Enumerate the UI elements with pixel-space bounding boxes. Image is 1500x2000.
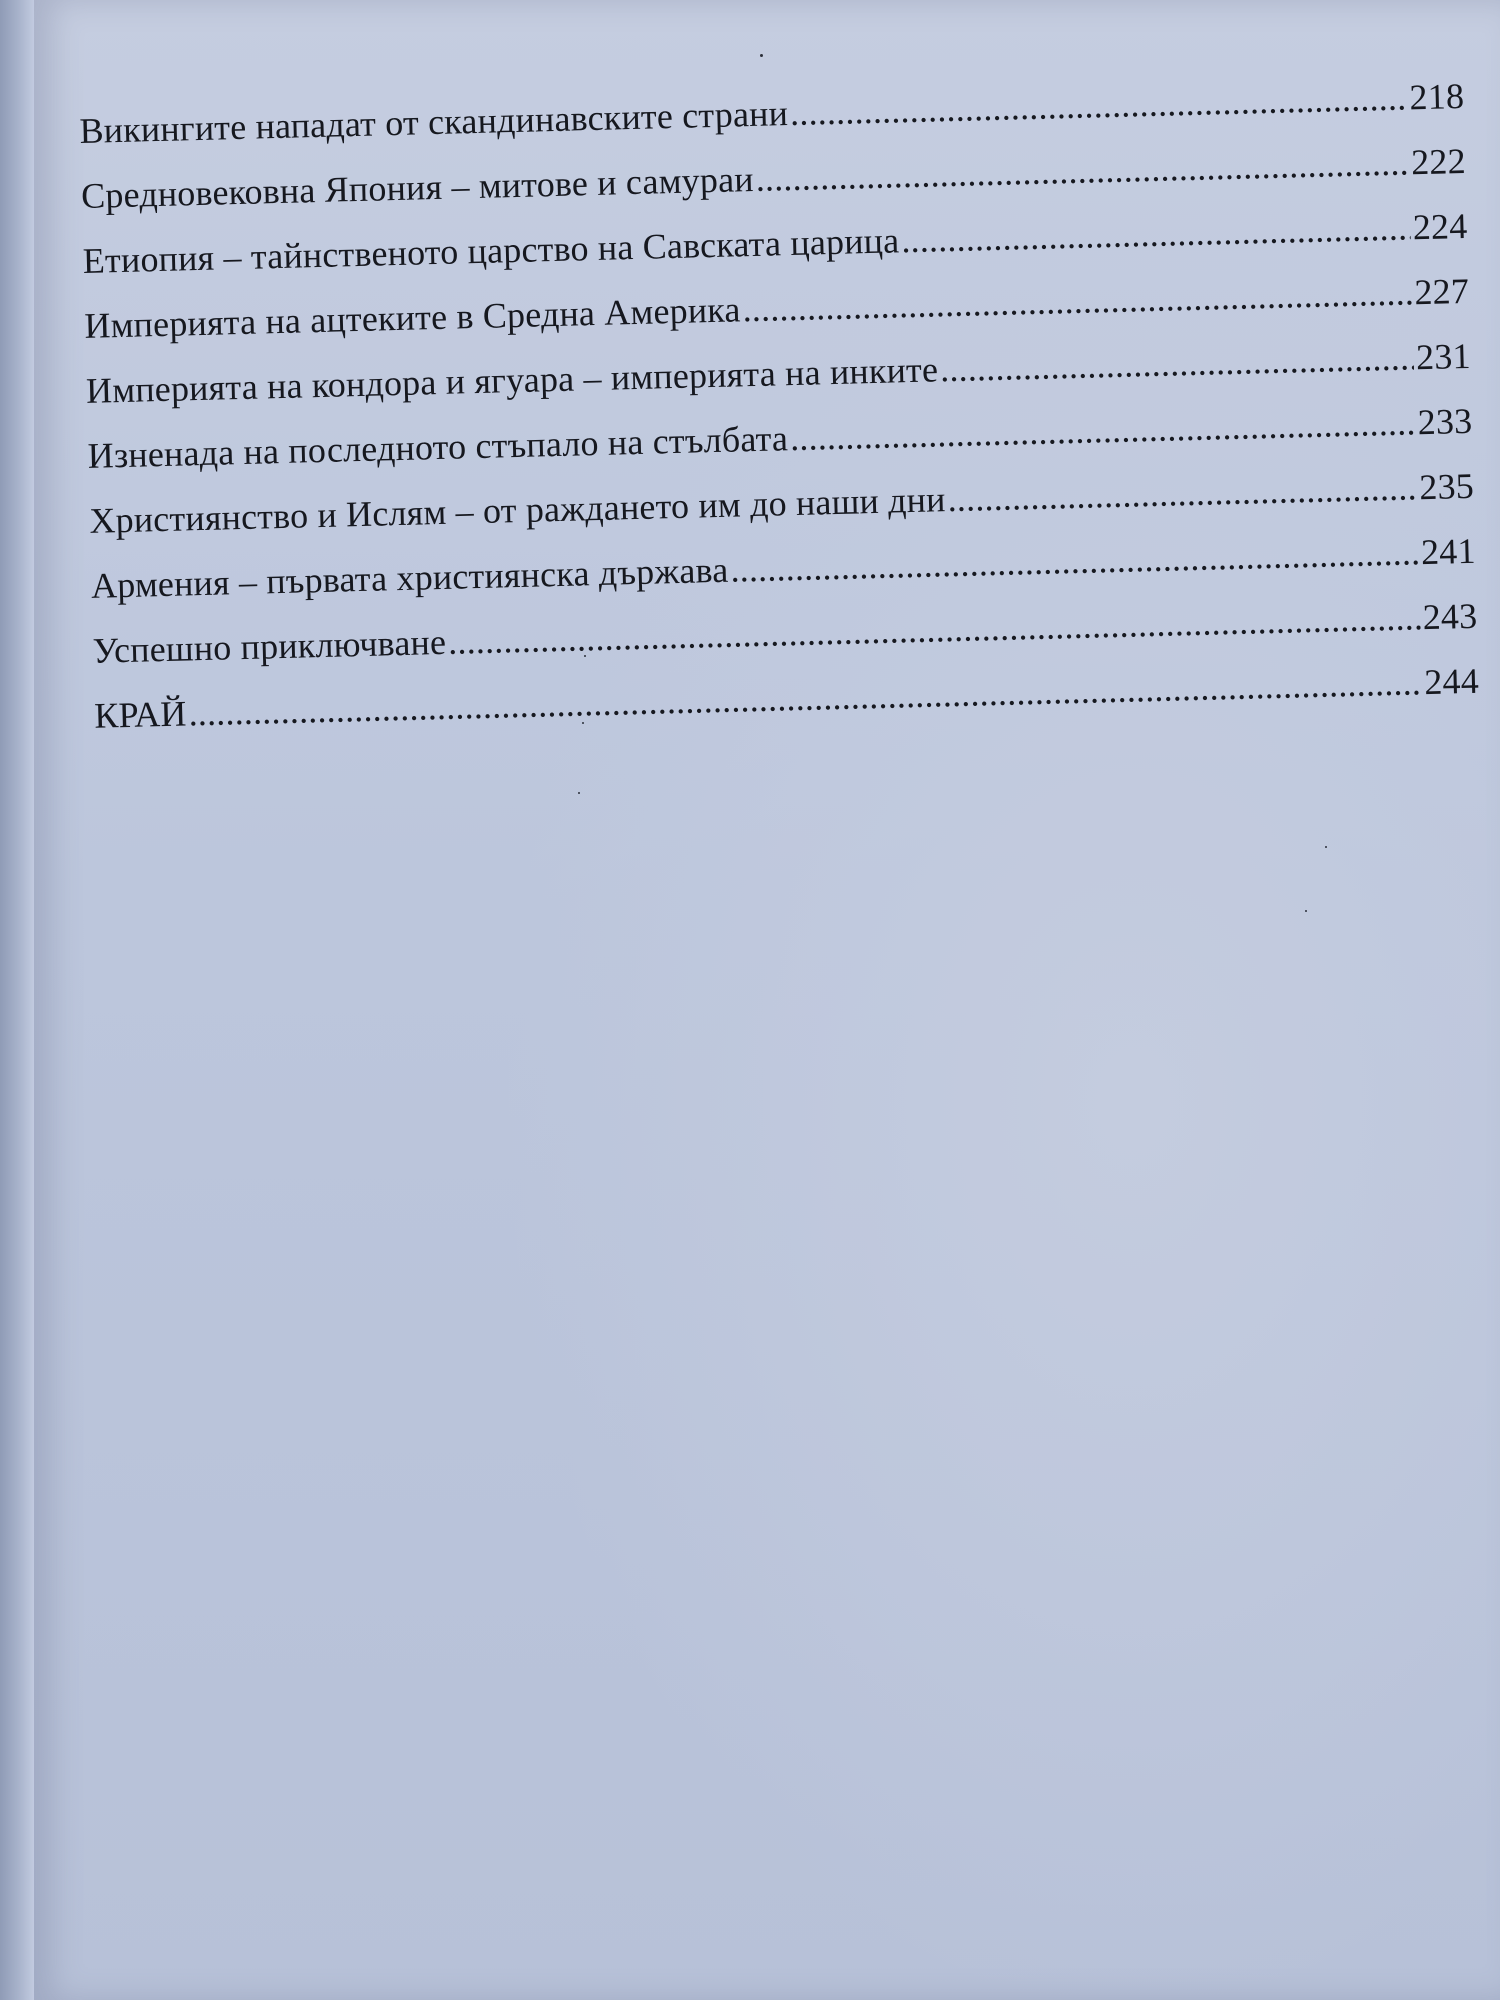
toc-entry-title: Християнство и Ислям – от раждането им до наши дни	[88, 479, 947, 541]
toc-entry-page: 235	[1418, 465, 1475, 508]
toc-entry-title: Империята на ацтеките в Средна Америка	[83, 289, 742, 346]
toc-entry-title: Викингите нападат от скандинавските страни	[79, 93, 789, 151]
toc-entry-page: 224	[1412, 205, 1468, 248]
toc-entry-title: Средновековна Япония – митове и самураи	[80, 158, 755, 216]
toc-entry-page: 222	[1410, 140, 1467, 183]
toc-dot-leader	[789, 76, 1408, 134]
toc-entry-page: 244	[1423, 660, 1480, 703]
paper-speck	[760, 54, 763, 57]
toc-entry-page: 241	[1420, 530, 1477, 573]
toc-entry-title: Империята на кондора и ягуара – империята на инките	[85, 349, 939, 411]
toc-entry-title: Армения – първата християнска държава	[90, 549, 729, 606]
book-page	[34, 0, 1500, 2000]
book-spine-edge	[0, 0, 34, 2000]
toc-entry-title: КРАЙ	[93, 693, 188, 736]
toc-entry-page: 231	[1415, 335, 1472, 378]
paper-speck	[578, 792, 580, 794]
toc-entry-page: 233	[1417, 400, 1473, 443]
toc-entry-page: 218	[1408, 75, 1465, 118]
toc-entry-title: Етиопия – тайнственото царство на Савската царица	[82, 220, 900, 281]
table-of-contents	[79, 75, 1480, 760]
paper-speck	[1325, 846, 1327, 848]
toc-entry-page: 227	[1413, 270, 1470, 313]
toc-entry-title: Изненада на последното стъпало на стълбата	[87, 418, 789, 476]
toc-entry-page: 243	[1422, 595, 1478, 638]
toc-entry-title: Успешно приключване	[92, 621, 447, 671]
paper-speck	[1305, 910, 1307, 912]
